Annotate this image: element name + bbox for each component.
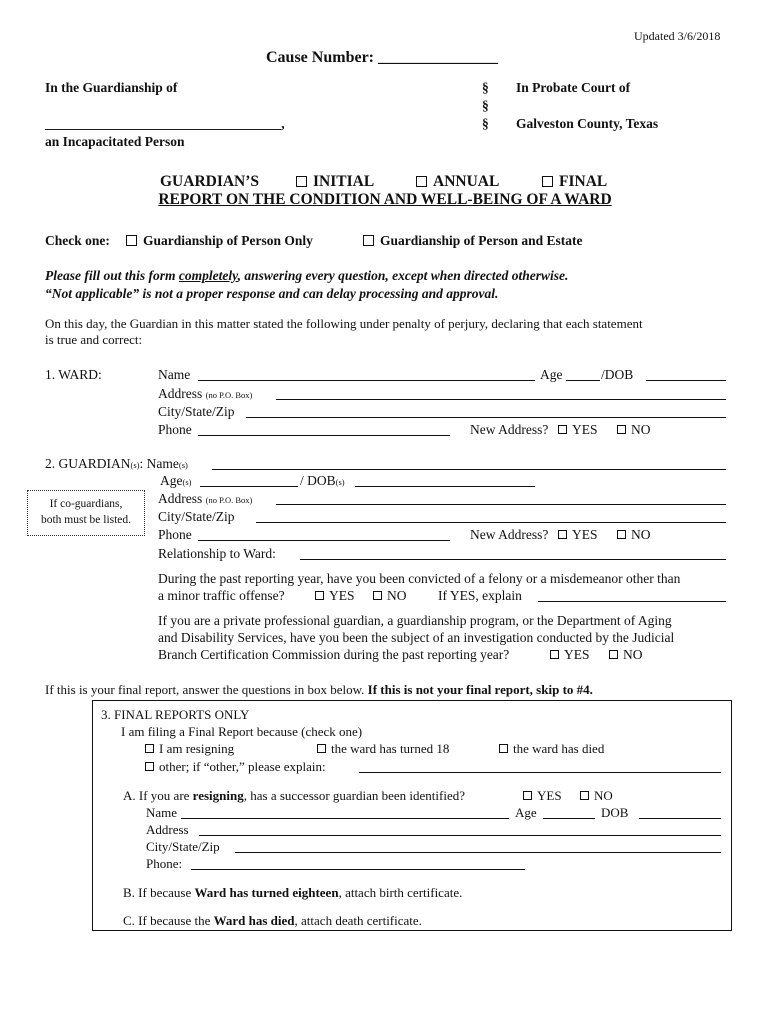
no-checkbox[interactable] bbox=[580, 791, 589, 800]
statement-line-1: On this day, the Guardian in this matter stated the following under penalty of perjury, declaring that each statement bbox=[45, 316, 643, 331]
investigation-no[interactable]: NO bbox=[609, 647, 643, 663]
investigation-question-line-2: and Disability Services, have you been the subject of an investigation conducted by the Judicial bbox=[158, 630, 675, 645]
guardian-new-address-yes[interactable]: YES bbox=[558, 527, 598, 543]
felony-explain-label: If YES, explain bbox=[438, 588, 522, 603]
other-checkbox[interactable] bbox=[145, 762, 154, 771]
section-symbol: § bbox=[482, 116, 489, 131]
guardian-dob-label: / DOB(s) bbox=[300, 473, 345, 488]
guardian-city-field[interactable] bbox=[256, 522, 726, 523]
person-estate-option[interactable] bbox=[363, 233, 583, 249]
co-guardians-note-line: both must be listed. bbox=[40, 514, 132, 526]
felony-question-line-1: During the past reporting year, have you been convicted of a felony or a misdemeanor other than bbox=[158, 571, 681, 586]
death-certificate-note: C. If because the Ward has died, attach death certificate. bbox=[123, 913, 422, 928]
no-checkbox[interactable] bbox=[609, 650, 618, 659]
cause-number-label: Cause Number: _______________ bbox=[266, 49, 498, 66]
final-label: FINAL bbox=[559, 173, 608, 190]
annual-label: ANNUAL bbox=[433, 173, 500, 190]
felony-yes[interactable]: YES bbox=[315, 588, 355, 604]
investigation-question-line-1: If you are a private professional guardian, a guardianship program, or the Department of Aging bbox=[158, 613, 672, 628]
died-option[interactable]: the ward has died bbox=[499, 741, 604, 757]
successor-phone-field[interactable] bbox=[191, 869, 525, 870]
yes-checkbox[interactable] bbox=[523, 791, 532, 800]
instruction-line-2: “Not applicable” is not a proper response and can delay processing and approval. bbox=[45, 286, 499, 301]
successor-dob-label: DOB bbox=[601, 805, 629, 820]
successor-no[interactable]: NO bbox=[580, 788, 613, 804]
instruction-line-1: Please fill out this form completely, answering every question, except when directed otherwise. bbox=[45, 268, 569, 283]
ward-city-field[interactable] bbox=[246, 417, 726, 418]
died-checkbox[interactable] bbox=[499, 744, 508, 753]
no-checkbox[interactable] bbox=[617, 425, 626, 434]
yes-checkbox[interactable] bbox=[558, 530, 567, 539]
no-checkbox[interactable] bbox=[373, 591, 382, 600]
other-explain-field[interactable] bbox=[359, 772, 721, 773]
ward-new-address-label: New Address? bbox=[470, 422, 549, 437]
guardian-phone-field[interactable] bbox=[198, 540, 450, 541]
section-symbol: § bbox=[482, 98, 489, 113]
successor-dob-field[interactable] bbox=[639, 818, 721, 819]
guardianship-of-label: In the Guardianship of bbox=[45, 80, 178, 95]
annual-checkbox[interactable] bbox=[416, 176, 427, 187]
final-reports-heading: 3. FINAL REPORTS ONLY bbox=[101, 707, 250, 722]
ward-city-label: City/State/Zip bbox=[158, 404, 235, 419]
relationship-field[interactable] bbox=[300, 559, 726, 560]
ward-name-blank[interactable]: ___________________________________, bbox=[45, 116, 285, 131]
successor-city-field[interactable] bbox=[235, 852, 721, 853]
guardian-city-label: City/State/Zip bbox=[158, 509, 235, 524]
initial-option[interactable] bbox=[296, 173, 374, 191]
guardian-new-address-label: New Address? bbox=[470, 527, 549, 542]
final-checkbox[interactable] bbox=[542, 176, 553, 187]
resigning-option[interactable]: I am resigning bbox=[145, 741, 234, 757]
guardian-age-label: Age(s) bbox=[160, 473, 192, 488]
initial-checkbox[interactable] bbox=[296, 176, 307, 187]
turned18-option[interactable]: the ward has turned 18 bbox=[317, 741, 449, 757]
yes-checkbox[interactable] bbox=[550, 650, 559, 659]
guardian-name-field[interactable] bbox=[212, 469, 726, 470]
successor-phone-label: Phone: bbox=[146, 856, 183, 871]
probate-court-label: In Probate Court of bbox=[516, 80, 631, 95]
successor-address-label: Address bbox=[146, 822, 189, 837]
investigation-yes[interactable]: YES bbox=[550, 647, 590, 663]
statement-line-2: is true and correct: bbox=[45, 332, 143, 347]
co-guardians-note-line: If co-guardians, bbox=[49, 498, 123, 510]
guardian-address-label: Address (no P.O. Box) bbox=[158, 491, 253, 506]
ward-age-label: Age bbox=[540, 367, 563, 382]
successor-question: A. If you are resigning, has a successor guardian been identified? bbox=[123, 788, 466, 803]
guardian-dob-field[interactable] bbox=[355, 486, 535, 487]
felony-explain-field[interactable] bbox=[538, 601, 726, 602]
incapacitated-label: an Incapacitated Person bbox=[45, 134, 185, 149]
other-option[interactable]: other; if “other,” please explain: bbox=[145, 759, 326, 775]
ward-phone-label: Phone bbox=[158, 422, 192, 437]
yes-checkbox[interactable] bbox=[558, 425, 567, 434]
section-symbol: § bbox=[482, 80, 489, 95]
ward-phone-field[interactable] bbox=[198, 435, 450, 436]
initial-label: INITIAL bbox=[313, 173, 375, 190]
successor-city-label: City/State/Zip bbox=[146, 839, 220, 854]
successor-address-field[interactable] bbox=[199, 835, 721, 836]
ward-dob-field[interactable] bbox=[646, 380, 726, 381]
ward-address-field[interactable] bbox=[276, 399, 726, 400]
person-only-label: Guardianship of Person Only bbox=[143, 233, 313, 248]
ward-name-label: Name bbox=[158, 367, 191, 382]
yes-checkbox[interactable] bbox=[315, 591, 324, 600]
person-only-checkbox[interactable] bbox=[126, 235, 137, 246]
felony-no[interactable]: NO bbox=[373, 588, 407, 604]
turned18-checkbox[interactable] bbox=[317, 744, 326, 753]
guardian-section-label: 2. GUARDIAN(s): Name(s) bbox=[45, 456, 188, 471]
guardian-age-field[interactable] bbox=[200, 486, 298, 487]
successor-name-field[interactable] bbox=[181, 818, 509, 819]
final-reports-box bbox=[92, 700, 732, 931]
successor-yes[interactable]: YES bbox=[523, 788, 562, 804]
person-estate-checkbox[interactable] bbox=[363, 235, 374, 246]
felony-question-line-2: a minor traffic offense? bbox=[158, 588, 285, 603]
title-guardians: GUARDIAN’S bbox=[160, 173, 260, 190]
person-only-option[interactable] bbox=[126, 233, 313, 249]
successor-age-label: Age bbox=[515, 805, 537, 820]
person-estate-label: Guardianship of Person and Estate bbox=[380, 233, 583, 248]
guardian-new-address-no[interactable]: NO bbox=[617, 527, 651, 543]
ward-new-address-no[interactable]: NO bbox=[617, 422, 651, 438]
guardian-phone-label: Phone bbox=[158, 527, 192, 542]
report-title: REPORT ON THE CONDITION AND WELL-BEING OF A WARD bbox=[158, 191, 612, 208]
filing-reason-label: I am filing a Final Report because (check one) bbox=[121, 724, 363, 739]
relationship-label: Relationship to Ward: bbox=[158, 546, 276, 561]
co-guardians-note bbox=[27, 490, 145, 536]
updated-date: Updated 3/6/2018 bbox=[634, 29, 721, 43]
check-one-label: Check one: bbox=[45, 233, 110, 248]
successor-age-field[interactable] bbox=[543, 818, 595, 819]
annual-option[interactable] bbox=[416, 173, 499, 191]
guardian-address-field[interactable] bbox=[276, 504, 726, 505]
ward-section-label: 1. WARD: bbox=[45, 367, 102, 382]
successor-name-label: Name bbox=[146, 805, 178, 820]
no-checkbox[interactable] bbox=[617, 530, 626, 539]
investigation-question-line-3: Branch Certification Commission during the past reporting year? bbox=[158, 647, 510, 662]
ward-age-field[interactable] bbox=[566, 380, 600, 381]
final-option[interactable] bbox=[542, 173, 607, 191]
ward-new-address-yes[interactable]: YES bbox=[558, 422, 598, 438]
county-label: Galveston County, Texas bbox=[516, 116, 659, 131]
final-report-intro: If this is your final report, answer the questions in box below. If this is not your final report, skip to #4. bbox=[45, 682, 593, 697]
resigning-checkbox[interactable] bbox=[145, 744, 154, 753]
ward-address-label: Address (no P.O. Box) bbox=[158, 386, 253, 401]
ward-name-field[interactable] bbox=[198, 380, 535, 381]
birth-certificate-note: B. If because Ward has turned eighteen, attach birth certificate. bbox=[123, 885, 463, 900]
ward-dob-label: /DOB bbox=[601, 367, 634, 382]
